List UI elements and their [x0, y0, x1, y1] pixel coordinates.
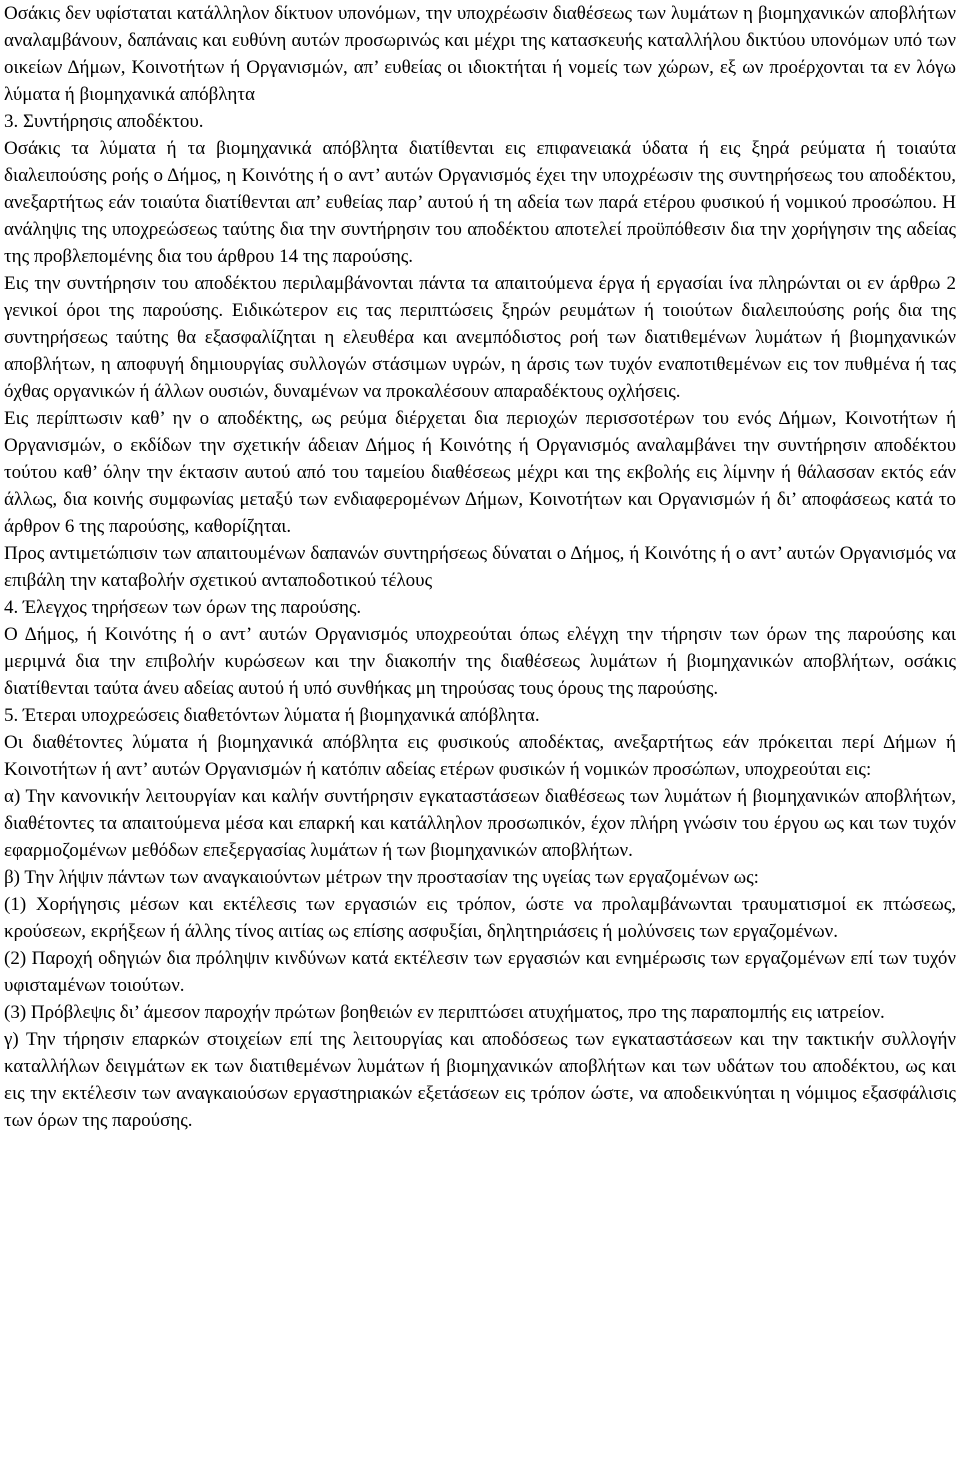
section-heading: 5. Έτεραι υποχρεώσεις διαθετόντων λύματα ή βιομηχανικά απόβλητα. [4, 705, 540, 726]
body-paragraph: (1) Χορήγησις μέσων και εκτέλεσις των εργασιών εις τρόπον, ώστε να προλαμβάνωνται τραυματισμοί εκ πτώσεως, κρούσεων, εκρήξεων ή άλλης τίνος αιτίας ως επίσης ασφυξίαι, δηλητηριάσεις ή μολύνσεις των εργαζομένων. [4, 894, 956, 942]
body-paragraph: (3) Πρόβλεψις δι’ άμεσον παροχήν πρώτων βοηθειών εν περιπτώσει ατυχήματος, προ της παραπομπής εις ιατρείον. [4, 1002, 885, 1023]
body-paragraph: Εις περίπτωσιν καθ’ ην ο αποδέκτης, ως ρεύμα διέρχεται δια περιοχών περισσοτέρων του ενός Δήμων, Κοινοτήτων ή Οργανισμών, ο εκδίδων την σχετικήν άδειαν Δήμος ή Κοινότης ή Οργανισμός αναλαμβάνει την συντήρησιν αποδέκτου τούτου καθ’ όλην την έκτασιν αυτού από του ταμείου διαθέσεως μέχρι και της εκβολής εις λίμνην ή θάλασσαν εκτός εάν άλλως, δια κοινής συμφωνίας μεταξύ των ενδιαφερομένων Δήμων, Κοινοτήτων και Οργανισμών ή δι’ αποφάσεως κατά το άρθρον 6 της παρούσης, καθορίζηται. [4, 408, 956, 537]
section-heading: 4. Έλεγχος τηρήσεων των όρων της παρούσης. [4, 597, 362, 618]
body-paragraph: Οσάκις τα λύματα ή τα βιομηχανικά απόβλητα διατίθενται εις επιφανειακά ύδατα ή εις ξηρά ρεύματα ή τοιαύτα διαλειπούσης ροής ο Δήμος, η Κοινότης ή ο αντ’ αυτών Οργανισμός έχει την υποχρέωσιν της συντηρήσεως του αποδέκτου, ανεξαρτήτως εάν τοιαύτα διατίθενται απ’ ευθείας παρ’ αυτού ή τη αδεία των παρά ετέρου φυσικού ή νομικού προσώπου. Η ανάληψις της υποχρεώσεως ταύτης δια την συντήρησιν του αποδέκτου αποτελεί προϋπόθεσιν δια την χορήγησιν της αδείας της προβλεπομένης δια του άρθρου 14 της παρούσης. [4, 138, 956, 267]
body-paragraph: Ο Δήμος, ή Κοινότης ή ο αντ’ αυτών Οργανισμός υποχρεούται όπως ελέγχη την τήρησιν των όρων της παρούσης και μεριμνά δια την επιβολήν κυρώσεων και την διακοπήν της διαθέσεως λυμάτων ή βιομηχανικών αποβλήτων, οσάκις διατίθενται ταύτα άνευ αδείας αυτού ή υπό συνθήκας μη τηρούσας τους όρους της παρούσης. [4, 624, 956, 699]
section-heading: 3. Συντήρησις αποδέκτου. [4, 111, 204, 132]
body-paragraph: Εις την συντήρησιν του αποδέκτου περιλαμβάνονται πάντα τα απαιτούμενα έργα ή εργασίαι ίνα πληρώνται οι εν άρθρω 2 γενικοί όροι της παρούσης. Ειδικώτερον εις τας περιπτώσεις ξηρών ρευμάτων ή τοιούτων διαλειπούσης ροής δια της συντηρήσεως ταύτης θα εξασφαλίζηται η ελευθέρα και ανεμπόδιστος ροή των διατιθεμένων λυμάτων ή βιομηχανικών αποβλήτων, η αποφυγή δημιουργίας συλλογών στάσιμων υγρών, η άρσις των τυχόν εναποτιθεμένων εις τον πυθμένα ή τας όχθας οργανικών ή άλλων ουσιών, δυναμένων να προκαλέσουν απαραδέκτους οχλήσεις. [4, 273, 956, 402]
body-paragraph: Οι διαθέτοντες λύματα ή βιομηχανικά απόβλητα εις φυσικούς αποδέκτας, ανεξαρτήτως εάν πρόκειται περί Δήμων ή Κοινοτήτων ή αντ’ αυτών Οργανισμών ή κατόπιν αδείας ετέρων φυσικών ή νομικών προσώπων, υποχρεούται εις: [4, 732, 956, 780]
body-paragraph: β) Την λήψιν πάντων των αναγκαιούντων μέτρων την προστασίαν της υγείας των εργαζομένων ως: [4, 867, 759, 888]
body-paragraph: α) Την κανονικήν λειτουργίαν και καλήν συντήρησιν εγκαταστάσεων διαθέσεως των λυμάτων ή βιομηχανικών αποβλήτων, διαθέτοντες τα απαιτούμενα μέσα και επαρκή και κατάλληλον προσωπικόν, έχον πλήρη γνώσιν του έργου ως και των τυχόν εφαρμοζομένων μεθόδων επεξεργασίας λυμάτων ή των βιομηχανικών αποβλήτων. [4, 786, 956, 861]
body-paragraph: γ) Την τήρησιν επαρκών στοιχείων επί της λειτουργίας και αποδόσεως των εγκαταστάσεων και την τακτικήν συλλογήν καταλλήλων δειγμάτων εκ των διατιθεμένων λυμάτων ή βιομηχανικών αποβλήτων και των υδάτων του αποδέκτου, ως και εις την εκτέλεσιν των αναγκαιούσων εργαστηριακών εξετάσεων εις τρόπον ώστε, να αποδεικνύηται η νόμιμος εξασφάλισις των όρων της παρούσης. [4, 1029, 956, 1131]
body-paragraph: Προς αντιμετώπισιν των απαιτουμένων δαπανών συντηρήσεως δύναται ο Δήμος, ή Κοινότης ή ο αντ’ αυτών Οργανισμός να επιβάλη την καταβολήν σχετικού ανταποδοτικού τέλους [4, 543, 956, 591]
body-paragraph: Οσάκις δεν υφίσταται κατάλληλον δίκτυον υπονόμων, την υποχρέωσιν διαθέσεως των λυμάτων η βιομηχανικών αποβλήτων αναλαμβάνουν, δαπάναις και ευθύνη αυτών προσωρινώς και μέχρι της κατασκευής καταλλήλου δικτύου υπονόμων υπό των οικείων Δήμων, Κοινοτήτων ή Οργανισμών, απ’ ευθείας οι ιδιοκτήται ή νομείς των χώρων, εξ ων προέρχονται τα εν λόγω λύματα ή βιομηχανικά απόβλητα [4, 3, 956, 105]
body-paragraph: (2) Παροχή οδηγιών δια πρόληψιν κινδύνων κατά εκτέλεσιν των εργασιών και ενημέρωσις των εργαζομένων επί των τυχόν υφισταμένων τοιούτων. [4, 948, 956, 996]
